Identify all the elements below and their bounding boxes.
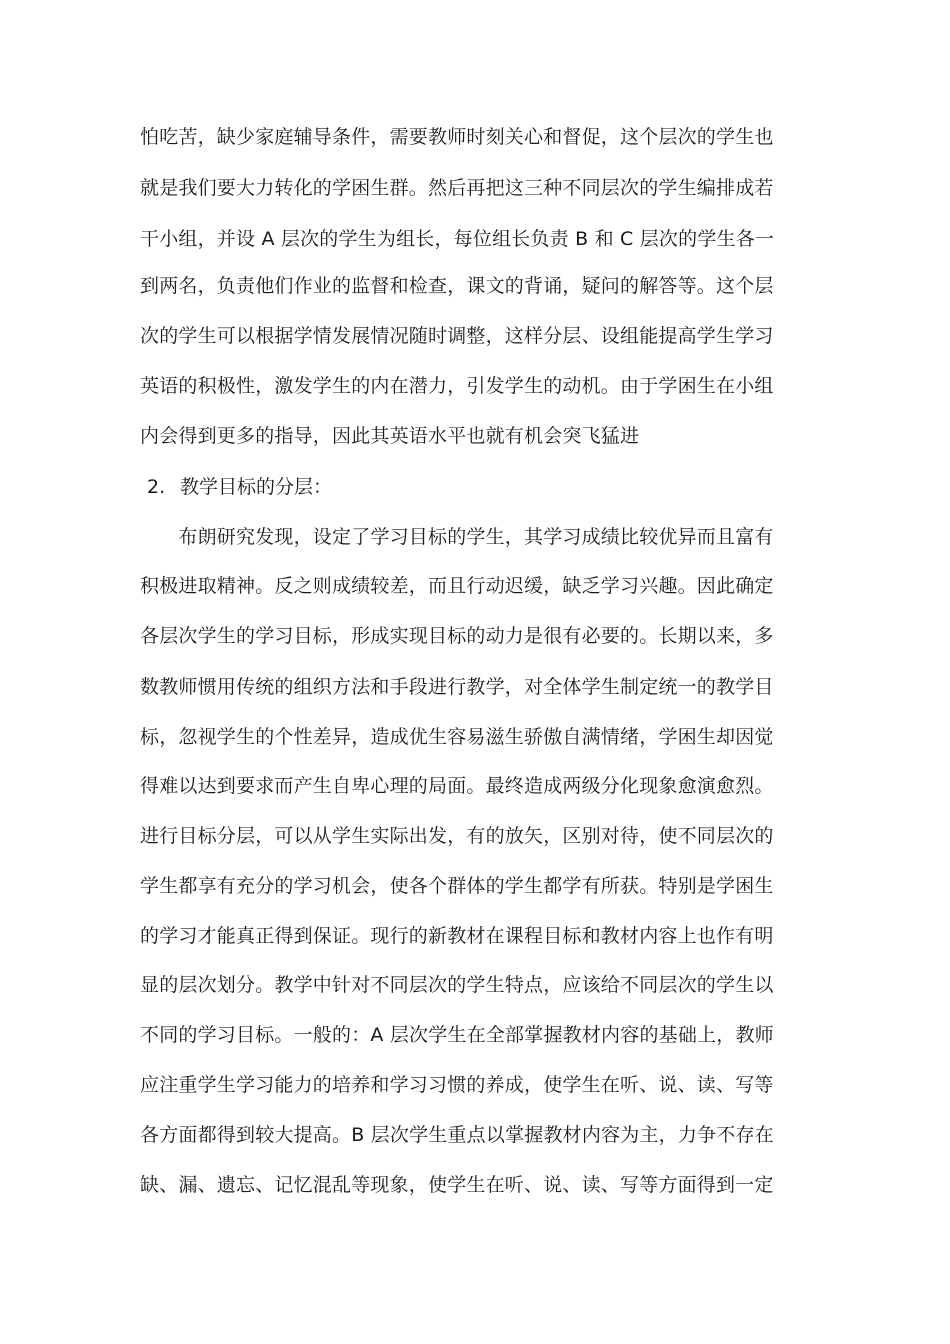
- paragraph-2-line: 得难以达到要求而产生自卑心理的局面。最终造成两级分化现象愈演愈烈。: [140, 775, 774, 797]
- paragraph-1-line: 次的学生可以根据学情发展情况随时调整，这样分层、设组能提高学生学习: [140, 325, 774, 347]
- paragraph-2-line: 各层次学生的学习目标，形成实现目标的动力是很有必要的。长期以来，多: [140, 625, 774, 647]
- paragraph-1-line: 怕吃苦，缺少家庭辅导条件，需要教师时刻关心和督促，这个层次的学生也: [140, 126, 774, 148]
- paragraph-2-line: 标，忽视学生的个性差异，造成优生容易滋生骄傲自满情绪，学困生却因觉: [140, 726, 774, 748]
- paragraph-1-line: 干小组，并设 A 层次的学生为组长，每位组长负责 B 和 C 层次的学生各一: [140, 228, 775, 250]
- paragraph-2-line: 积极进取精神。反之则成绩较差，而且行动迟缓，缺乏学习兴趣。因此确定: [140, 575, 774, 597]
- paragraph-2-line: 应注重学生学习能力的培养和学习习惯的养成，使学生在听、说、读、写等: [140, 1074, 774, 1096]
- section-number: 2.: [147, 476, 166, 498]
- paragraph-2-line: 显的层次划分。教学中针对不同层次的学生特点，应该给不同层次的学生以: [140, 974, 774, 996]
- paragraph-2-line: 缺、漏、遗忘、记忆混乱等现象，使学生在听、说、读、写等方面得到一定: [140, 1174, 774, 1196]
- section-heading: [147, 472, 332, 502]
- paragraph-2-line: 各方面都得到较大提高。B 层次学生重点以掌握教材内容为主，力争不存在: [140, 1124, 774, 1146]
- paragraph-2-line: 不同的学习目标。一般的：A 层次学生在全部掌握教材内容的基础上，教师: [140, 1024, 774, 1046]
- paragraph-1-line: 就是我们要大力转化的学困生群。然后再把这三种不同层次的学生编排成若: [140, 177, 774, 199]
- paragraph-2-line: 的学习才能真正得到保证。现行的新教材在课程目标和教材内容上也作有明: [140, 925, 774, 947]
- paragraph-1-line: 英语的积极性，激发学生的内在潜力，引发学生的动机。由于学困生在小组: [140, 375, 774, 397]
- paragraph-2-line: 学生都享有充分的学习机会，使各个群体的学生都学有所获。特别是学困生: [140, 875, 774, 897]
- section-title: 教学目标的分层：: [180, 476, 333, 498]
- paragraph-1-line: 到两名，负责他们作业的监督和检查，课文的背诵，疑问的解答等。这个层: [140, 275, 774, 297]
- paragraph-2-line: 数教师惯用传统的组织方法和手段进行教学，对全体学生制定统一的教学目: [140, 676, 774, 698]
- paragraph-1-line: 内会得到更多的指导，因此其英语水平也就有机会突飞猛进: [140, 425, 640, 447]
- paragraph-2-line: 进行目标分层，可以从学生实际出发，有的放矢，区别对待，使不同层次的: [140, 825, 774, 847]
- paragraph-2-line: 布朗研究发现，设定了学习目标的学生，其学习成绩比较优异而且富有: [140, 526, 774, 548]
